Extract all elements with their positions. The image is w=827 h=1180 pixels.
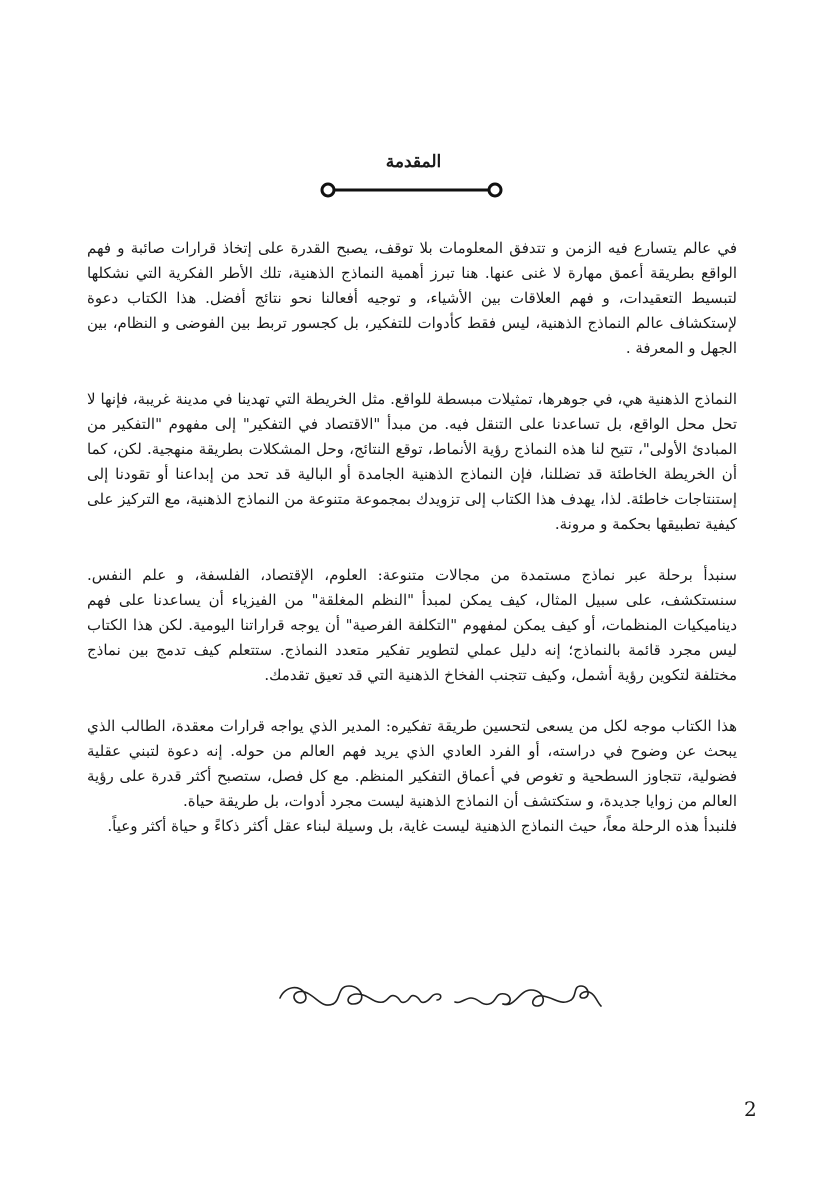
paragraph-5: فلنبدأ هذه الرحلة معاً، حيث النماذج الذهنية ليست غاية، بل وسيلة لبناء عقل أكثر ذكاءً و حياة أكثر وعياً. bbox=[107, 817, 737, 835]
paragraph-4: هذا الكتاب موجه لكل من يسعى لتحسين طريقة تفكيره: المدير الذي يواجه قرارات معقدة، الطالب الذي يبحث عن وضوح في دراسته، أو الفرد العادي الذي يريد فهم العالم من حوله. إنه دعوة لتبني عقلية فضولية، تتجاوز السطحية و تغوص في أعماق التفكير المنظم. مع كل فصل، ستصبح أكثر قدرة على رؤية العالم من زوايا جديدة، و ستكتشف أن النماذج الذهنية ليست مجرد أدوات، بل طريقة حياة. bbox=[87, 717, 737, 810]
flourish-ornament bbox=[275, 976, 605, 1016]
paragraph-3: سنبدأ برحلة عبر نماذج مستمدة من مجالات متنوعة: العلوم، الإقتصاد، الفلسفة، و علم النفس. سنستكشف، على سبيل المثال، كيف يمكن لمبدأ "النظم المغلقة" من الفيزياء أن يساعدنا على فهم ديناميكيات المنظمات، أو كيف يمكن لمفهوم "التكلفة الفرصية" أن يوجه قراراتنا اليومية. لكن هذا الكتاب ليس مجرد قائمة بالنماذج؛ إنه دليل عملي لتطوير تفكير متعدد النماذج. ستتعلم كيف تدمج بين نماذج مختلفة لتكوين رؤية أشمل، وكيف تتجنب الفخاخ الذهنية التي قد تعيق تقدمك. bbox=[87, 566, 737, 684]
paragraph-2: النماذج الذهنية هي، في جوهرها، تمثيلات مبسطة للواقع. مثل الخريطة التي تهدينا في مدينة غريبة، فإنها لا تحل محل الواقع، بل تساعدنا على التنقل فيه. من مبدأ "الاقتصاد في التفكير" إلى مفهوم "التفكير من المبادئ الأولى"، تتيح لنا هذه النماذج رؤية الأنماط، توقع النتائج، وحل المشكلات بطريقة منهجية. لكن، كما أن الخريطة الخاطئة قد تضللنا، فإن النماذج الذهنية الجامدة أو البالية قد تحد من إبداعنا أو تقودنا إلى إستنتاجات خاطئة. لذا، يهدف هذا الكتاب إلى تزويدك بمجموعة متنوعة من النماذج الذهنية، مع التركيز على كيفية تطبيقها بحكمة و مرونة. bbox=[87, 390, 737, 533]
page-title: المقدمة bbox=[385, 152, 442, 172]
paragraph-1: في عالم يتسارع فيه الزمن و تتدفق المعلومات بلا توقف، يصبح القدرة على إتخاذ قرارات صائبة و فهم الواقع بطريقة أعمق مهارة لا غنى عنها. هنا تبرز أهمية النماذج الذهنية، تلك الأطر الفكرية التي نشكلها لتبسيط التعقيدات، و فهم العلاقات بين الأشياء، و توجيه أفعالنا نحو نتائج أفضل. هذا الكتاب دعوة لإستكشاف عالم النماذج الذهنية، ليس فقط كأدوات للتفكير، بل كجسور تربط بين الفوضى و النظام، بين الجهل و المعرفة . bbox=[87, 239, 737, 357]
title-ornament-divider bbox=[319, 180, 504, 200]
page-number: 2 bbox=[744, 1097, 757, 1121]
body-text bbox=[87, 236, 737, 839]
